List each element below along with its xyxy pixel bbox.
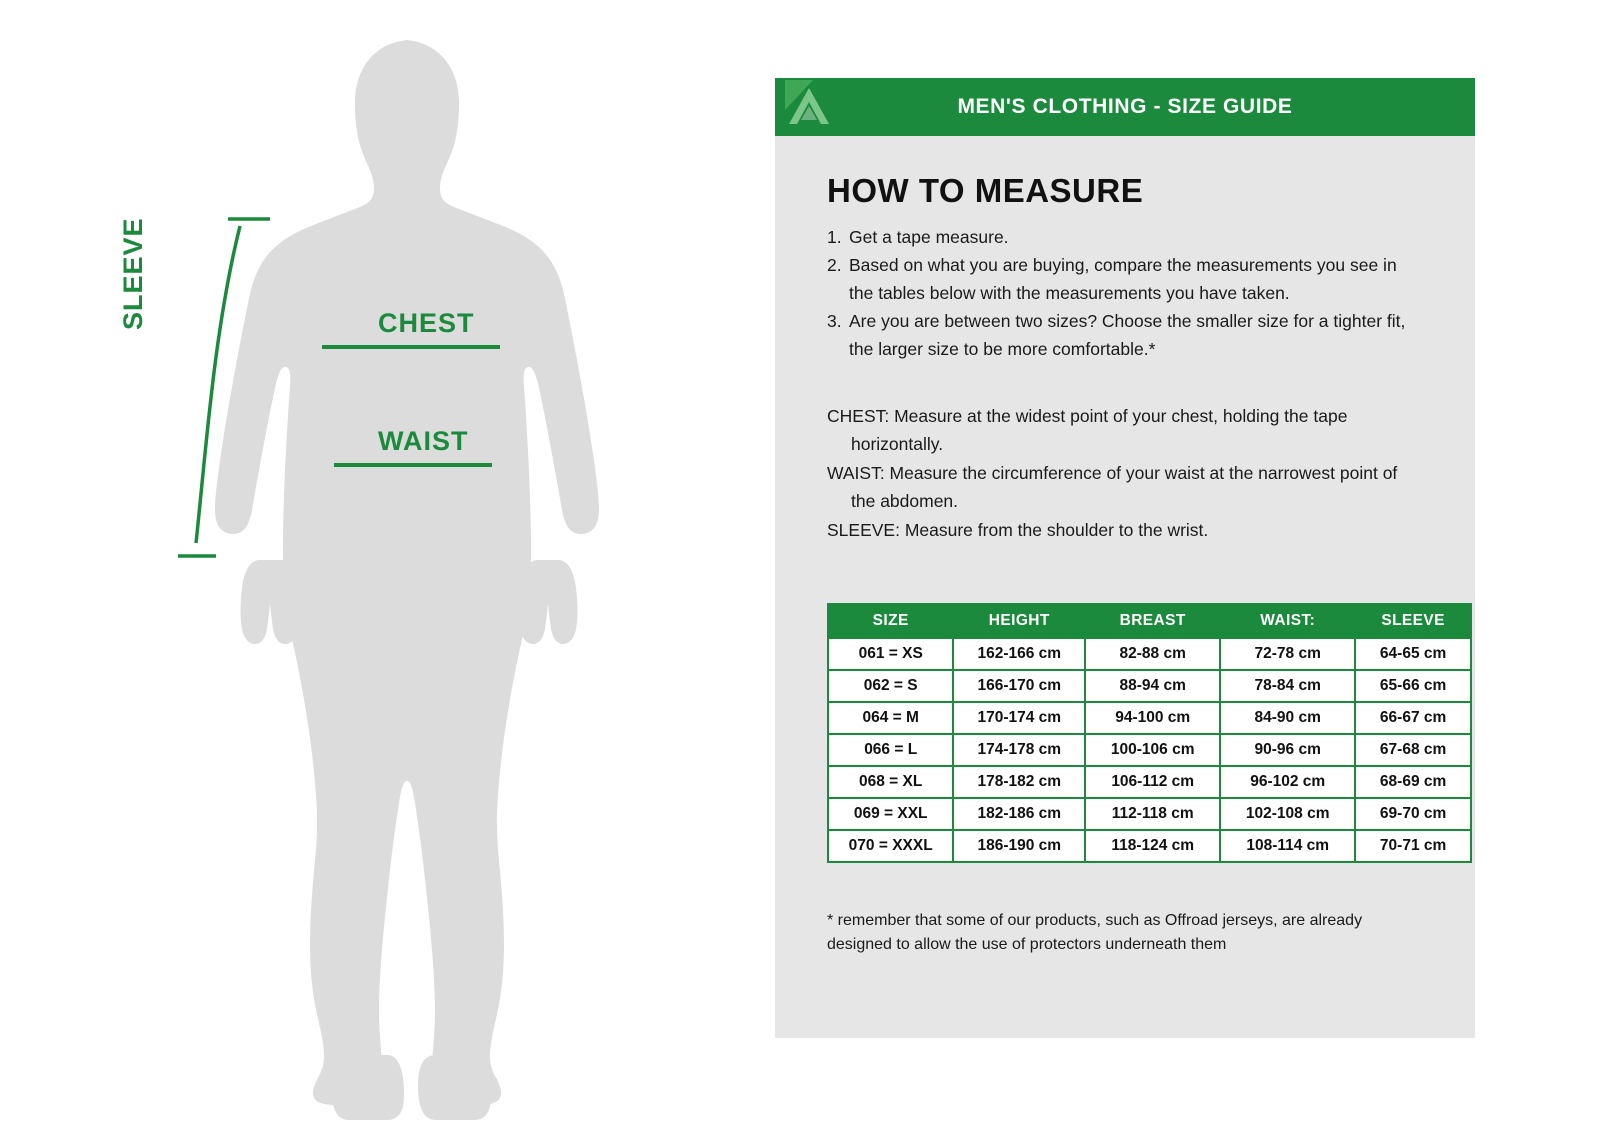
cell-sleeve: 64-65 cm: [1355, 638, 1471, 670]
footnote-text: * remember that some of our products, such as Offroad jerseys, are already designed to allow the use of protectors underneath them: [827, 911, 1363, 954]
measure-steps-list: [827, 224, 1423, 363]
cell-size: 064 = M: [828, 702, 953, 734]
human-body-diagram: [0, 0, 775, 1131]
cell-breast: 112-118 cm: [1085, 798, 1220, 830]
waist-label: WAIST: [378, 426, 469, 456]
cell-breast: 100-106 cm: [1085, 734, 1220, 766]
cell-breast: 88-94 cm: [1085, 670, 1220, 702]
step-number: 3.: [827, 311, 842, 332]
cell-waist: 84-90 cm: [1220, 702, 1355, 734]
card-body: [775, 136, 1475, 958]
chest-label: CHEST: [378, 308, 475, 338]
cell-height: 178-182 cm: [953, 766, 1085, 798]
cell-breast: 82-88 cm: [1085, 638, 1220, 670]
cell-breast: 118-124 cm: [1085, 830, 1220, 862]
step-text: Based on what you are buying, compare the measurements you see in the tables below with the measurements you have taken.: [849, 255, 1397, 303]
body-silhouette-icon: [215, 40, 599, 1120]
size-table: [827, 603, 1472, 863]
cell-waist: 108-114 cm: [1220, 830, 1355, 862]
acerbis-logo-icon: [783, 80, 849, 134]
cell-breast: 94-100 cm: [1085, 702, 1220, 734]
cell-waist: 96-102 cm: [1220, 766, 1355, 798]
table-row: [828, 702, 1471, 734]
cell-sleeve: 65-66 cm: [1355, 670, 1471, 702]
card-header: [775, 78, 1475, 136]
cell-height: 162-166 cm: [953, 638, 1085, 670]
cell-waist: 72-78 cm: [1220, 638, 1355, 670]
table-row: [828, 798, 1471, 830]
cell-breast: 106-112 cm: [1085, 766, 1220, 798]
column-header-sleeve: SLEEVE: [1355, 604, 1471, 638]
step-text: Get a tape measure.: [849, 227, 1009, 247]
cell-size: 066 = L: [828, 734, 953, 766]
table-row: [828, 734, 1471, 766]
cell-height: 170-174 cm: [953, 702, 1085, 734]
body-figure-panel: [0, 0, 775, 1131]
cell-size: 070 = XXXL: [828, 830, 953, 862]
list-item: [827, 252, 1423, 307]
cell-waist: 90-96 cm: [1220, 734, 1355, 766]
cell-sleeve: 68-69 cm: [1355, 766, 1471, 798]
cell-sleeve: 70-71 cm: [1355, 830, 1471, 862]
table-row: [828, 766, 1471, 798]
size-table-wrapper: [827, 603, 1447, 863]
cell-size: 061 = XS: [828, 638, 953, 670]
chest-definition: CHEST: Measure at the widest point of your chest, holding the tape horizontally.: [827, 406, 1348, 454]
cell-height: 166-170 cm: [953, 670, 1085, 702]
column-header-breast: BREAST: [1085, 604, 1220, 638]
cell-height: 186-190 cm: [953, 830, 1085, 862]
measurement-definitions: [827, 403, 1423, 544]
table-row: [828, 830, 1471, 862]
size-guide-card: [775, 78, 1475, 1038]
step-number: 1.: [827, 227, 842, 247]
table-header-row: [828, 604, 1471, 638]
cell-height: 182-186 cm: [953, 798, 1085, 830]
column-header-height: HEIGHT: [953, 604, 1085, 638]
waist-definition: WAIST: Measure the circumference of your waist at the narrowest point of the abdomen.: [827, 463, 1398, 511]
cell-size: 062 = S: [828, 670, 953, 702]
step-text: Are you are between two sizes? Choose the smaller size for a tighter fit, the larger size to be more comfortable.*: [849, 311, 1406, 359]
sleeve-label: SLEEVE: [118, 217, 148, 330]
cell-size: 069 = XXL: [828, 798, 953, 830]
cell-sleeve: 67-68 cm: [1355, 734, 1471, 766]
table-row: [828, 638, 1471, 670]
list-item: [827, 308, 1423, 363]
cell-sleeve: 69-70 cm: [1355, 798, 1471, 830]
cell-waist: 102-108 cm: [1220, 798, 1355, 830]
step-number: 2.: [827, 255, 842, 276]
column-header-waist: WAIST:: [1220, 604, 1355, 638]
cell-size: 068 = XL: [828, 766, 953, 798]
cell-waist: 78-84 cm: [1220, 670, 1355, 702]
column-header-size: SIZE: [828, 604, 953, 638]
sleeve-definition: SLEEVE: Measure from the shoulder to the wrist.: [827, 520, 1209, 541]
table-row: [828, 670, 1471, 702]
cell-height: 174-178 cm: [953, 734, 1085, 766]
list-item: [827, 224, 1423, 251]
card-title: MEN'S CLOTHING - SIZE GUIDE: [957, 95, 1293, 118]
cell-sleeve: 66-67 cm: [1355, 702, 1471, 734]
how-to-measure-heading: HOW TO MEASURE: [827, 172, 1144, 209]
